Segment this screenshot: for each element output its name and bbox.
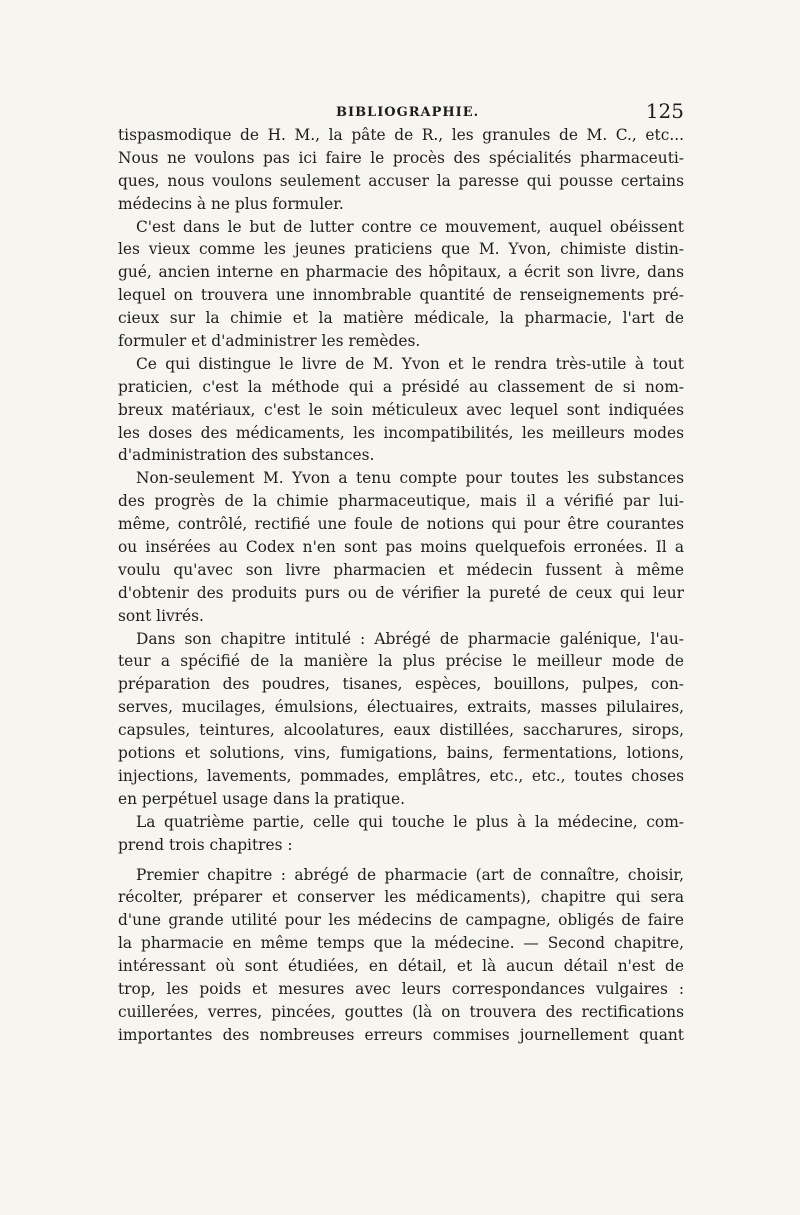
text-line: d'obtenir des produits purs ou de vérifier la pureté de ceux qui leur	[118, 583, 684, 602]
paragraph	[118, 216, 684, 353]
text-line: des progrès de la chimie pharmaceutique, mais il a vérifié par lui-	[118, 492, 684, 511]
page-number: 125	[645, 99, 684, 123]
text-line: importantes des nombreuses erreurs commises journellement quant	[118, 1025, 684, 1044]
text-line: Dans son chapitre intitulé : Abrégé de pharmacie galénique, l'au-	[136, 629, 684, 648]
text-line: serves, mucilages, émulsions, électuaires, extraits, masses pilulaires,	[118, 698, 684, 717]
text-line: La quatrième partie, celle qui touche le plus à la médecine, com-	[136, 812, 684, 831]
text-line: même, contrôlé, rectifié une foule de notions qui pour être courantes	[118, 515, 684, 534]
text-line: C'est dans le but de lutter contre ce mouvement, auquel obéissent	[136, 217, 684, 236]
text-line: prend trois chapitres :	[118, 835, 293, 854]
text-line: injections, lavements, pommades, emplâtres, etc., etc., toutes choses	[118, 766, 684, 785]
paragraph	[118, 124, 684, 216]
text-line: trop, les poids et mesures avec leurs correspondances vulgaires :	[118, 979, 684, 998]
text-line: Premier chapitre : abrégé de pharmacie (art de connaître, choisir,	[136, 865, 684, 884]
text-line: intéressant où sont étudiées, en détail, et là aucun détail n'est de	[118, 957, 684, 976]
text-line: formuler et d'administrer les remèdes.	[118, 332, 421, 351]
text-line: cuillerées, verres, pincées, gouttes (là on trouvera des rectifications	[118, 1002, 684, 1021]
text-line: Non-seulement M. Yvon a tenu compte pour toutes les substances	[136, 469, 684, 488]
text-line: la pharmacie en même temps que la médecine. — Second chapitre,	[118, 934, 684, 953]
text-line: récolter, préparer et conserver les médicaments), chapitre qui sera	[118, 888, 684, 907]
text-line: médecins à ne plus formuler.	[118, 194, 344, 213]
text-line: teur a spécifié de la manière la plus précise le meilleur mode de	[118, 652, 684, 671]
text-line: ou insérées au Codex n'en sont pas moins quelquefois erronées. Il a	[118, 538, 684, 557]
page-header	[118, 99, 684, 127]
paragraph	[118, 811, 684, 857]
paragraph-gap	[118, 857, 684, 864]
body-text	[118, 124, 684, 1047]
text-line: lequel on trouvera une innombrable quantité de renseignements pré-	[118, 286, 684, 305]
text-line: en perpétuel usage dans la pratique.	[118, 789, 406, 808]
text-line: Ce qui distingue le livre de M. Yvon et le rendra très-utile à tout	[136, 354, 684, 373]
text-line: potions et solutions, vins, fumigations, bains, fermentations, lotions,	[118, 744, 684, 763]
text-line: breux matériaux, c'est le soin méticuleux avec lequel sont indiquées	[118, 400, 684, 419]
text-line: capsules, teintures, alcoolatures, eaux distillées, saccharures, sirops,	[118, 721, 684, 740]
text-line: les vieux comme les jeunes praticiens que M. Yvon, chimiste distin-	[118, 240, 684, 259]
running-title: BIBLIOGRAPHIE.	[336, 105, 480, 120]
text-line: ques, nous voulons seulement accuser la paresse qui pousse certains	[118, 171, 684, 190]
text-line: les doses des médicaments, les incompatibilités, les meilleurs modes	[118, 423, 684, 442]
text-line: tispasmodique de H. M., la pâte de R., les granules de M. C., etc...	[118, 126, 684, 144]
text-line: Nous ne voulons pas ici faire le procès des spécialités pharmaceuti-	[118, 148, 684, 167]
text-line: voulu qu'avec son livre pharmacien et médecin fussent à même	[118, 560, 684, 579]
text-line: cieux sur la chimie et la matière médicale, la pharmacie, l'art de	[118, 309, 684, 328]
paragraph	[118, 628, 684, 811]
text-line: praticien, c'est la méthode qui a présidé au classement de si nom-	[118, 377, 684, 396]
text-line: préparation des poudres, tisanes, espèces, bouillons, pulpes, con-	[118, 675, 684, 694]
paragraph	[118, 467, 684, 627]
text-line: d'administration des substances.	[118, 446, 375, 465]
paragraph	[118, 353, 684, 467]
paragraph	[118, 864, 684, 1047]
text-line: d'une grande utilité pour les médecins de campagne, obligés de faire	[118, 911, 684, 930]
text-line: gué, ancien interne en pharmacie des hôpitaux, a écrit son livre, dans	[118, 263, 684, 282]
text-line: sont livrés.	[118, 606, 204, 625]
